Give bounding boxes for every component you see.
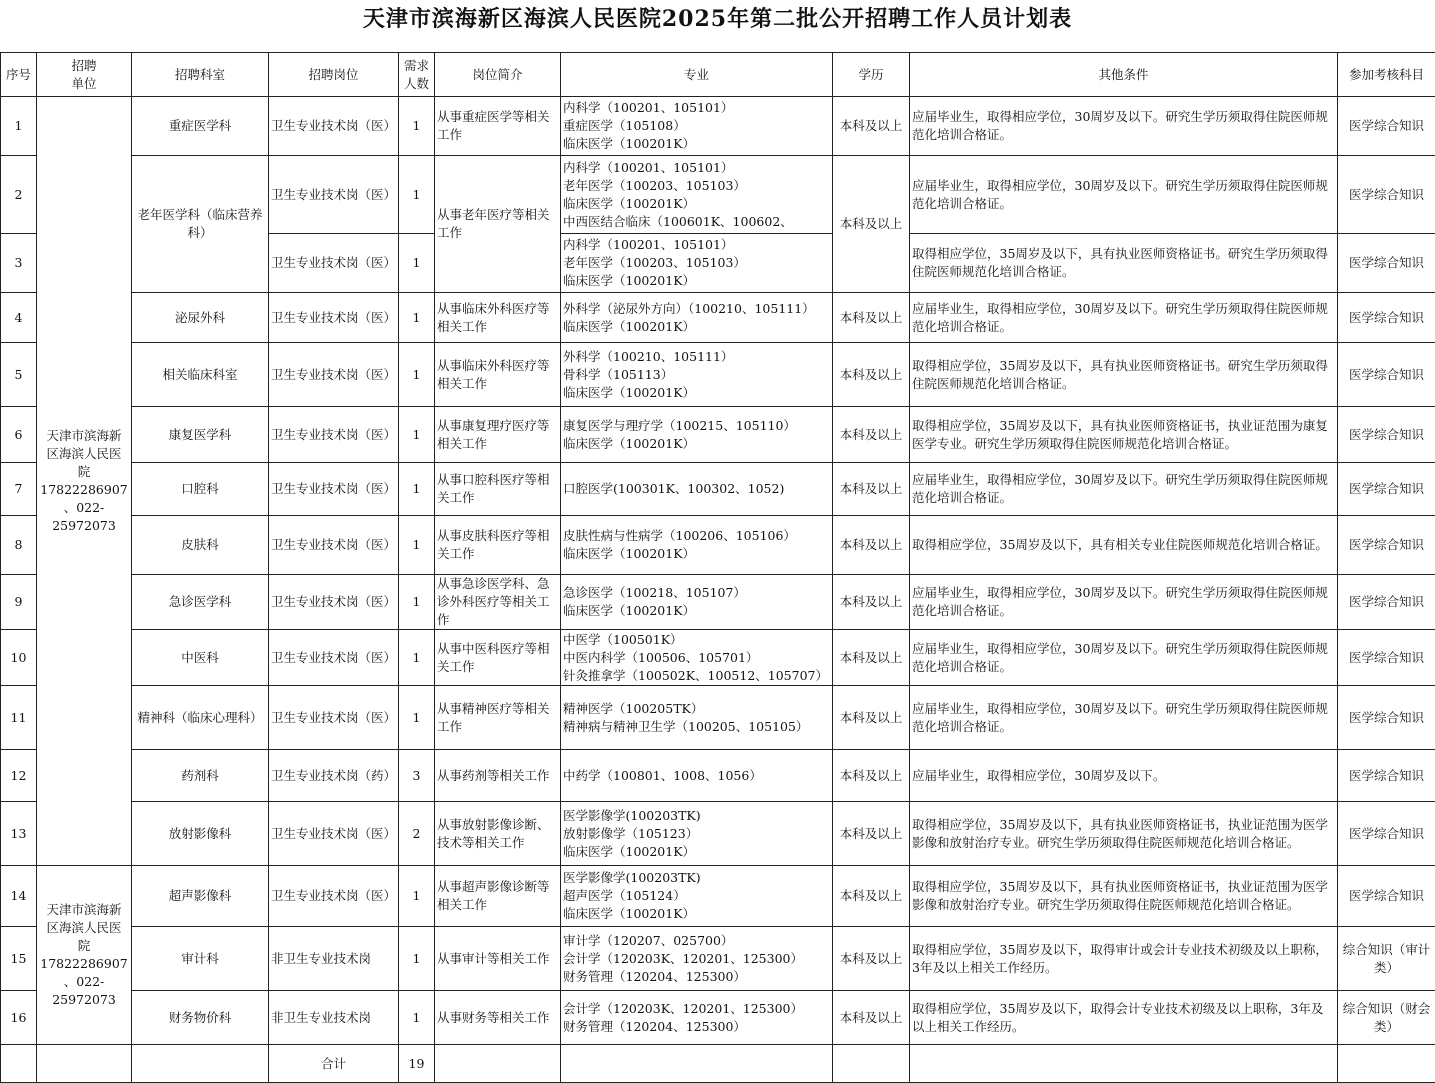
row-post: 卫生专业技术岗（医） bbox=[269, 575, 399, 630]
major-line: 老年医学（100203、105103） bbox=[563, 254, 830, 272]
row-post: 非卫生专业技术岗 bbox=[269, 927, 399, 991]
unit-line: 院 bbox=[78, 938, 91, 953]
row-dept: 老年医学科（临床营养科） bbox=[132, 156, 269, 293]
major-line: 审计学（120207、025700） bbox=[563, 932, 830, 950]
major-line: 口腔医学(100301K、100302、1052) bbox=[563, 480, 830, 498]
row-count: 1 bbox=[399, 630, 435, 686]
row-intro: 从事老年医疗等相关工作 bbox=[435, 156, 561, 293]
row-intro: 从事临床外科医疗等相关工作 bbox=[435, 293, 561, 343]
total-row bbox=[1, 1045, 1435, 1083]
major-line: 老年医学（100203、105103） bbox=[563, 177, 830, 195]
row-dept: 放射影像科 bbox=[132, 802, 269, 866]
row-count: 1 bbox=[399, 927, 435, 991]
row-other: 取得相应学位，35周岁及以下，取得审计或会计专业技术初级及以上职称，3年及以上相关工作经历。 bbox=[910, 927, 1338, 991]
spacer-row bbox=[0, 38, 1435, 53]
major-line: 中西医结合临床（100601K、100602、 bbox=[563, 213, 830, 231]
total-label: 合计 bbox=[269, 1045, 399, 1083]
major-line: 中医学（100501K） bbox=[563, 631, 830, 649]
row-intro: 从事急诊医学科、急诊外科医疗等相关工作 bbox=[435, 575, 561, 630]
major-line: 临床医学（100201K） bbox=[563, 435, 830, 453]
row-other: 取得相应学位，35周岁及以下，取得会计专业技术初级及以上职称，3年及以上相关工作经历。 bbox=[910, 991, 1338, 1045]
row-majors bbox=[561, 927, 833, 991]
row-dept: 口腔科 bbox=[132, 463, 269, 516]
row-post: 卫生专业技术岗（医） bbox=[269, 463, 399, 516]
row-edu: 本科及以上 bbox=[833, 750, 910, 802]
row-seq: 4 bbox=[1, 293, 37, 343]
major-line: 外科学（100210、105111） bbox=[563, 348, 830, 366]
row-majors bbox=[561, 991, 833, 1045]
unit-line: 、022- bbox=[64, 500, 105, 515]
row-subject: 医学综合知识 bbox=[1338, 866, 1435, 927]
row-other: 取得相应学位，35周岁及以下，具有相关专业住院医师规范化培训合格证。 bbox=[910, 516, 1338, 575]
row-subject: 综合知识（审计类） bbox=[1338, 927, 1435, 991]
row-other: 应届毕业生，取得相应学位，30周岁及以下。研究生学历须取得住院医师规范化培训合格证。 bbox=[910, 686, 1338, 750]
header-intro: 岗位简介 bbox=[435, 53, 561, 97]
table-row bbox=[1, 407, 1435, 463]
header-other: 其他条件 bbox=[910, 53, 1338, 97]
row-majors bbox=[561, 575, 833, 630]
row-subject: 医学综合知识 bbox=[1338, 575, 1435, 630]
row-subject: 医学综合知识 bbox=[1338, 97, 1435, 156]
major-line: 财务管理（120204、125300） bbox=[563, 1018, 830, 1036]
major-line: 康复医学与理疗学（100215、105110） bbox=[563, 417, 830, 435]
row-post: 卫生专业技术岗（医） bbox=[269, 866, 399, 927]
row-other: 应届毕业生，取得相应学位，30周岁及以下。研究生学历须取得住院医师规范化培训合格证。 bbox=[910, 630, 1338, 686]
row-count: 1 bbox=[399, 293, 435, 343]
row-seq: 15 bbox=[1, 927, 37, 991]
row-dept: 皮肤科 bbox=[132, 516, 269, 575]
table-row bbox=[1, 516, 1435, 575]
major-line: 中医内科学（100506、105701） bbox=[563, 649, 830, 667]
row-majors bbox=[561, 463, 833, 516]
table-row bbox=[1, 343, 1435, 407]
unit-line: 、022- bbox=[64, 974, 105, 989]
row-edu: 本科及以上 bbox=[833, 463, 910, 516]
table-row bbox=[1, 927, 1435, 991]
row-edu: 本科及以上 bbox=[833, 293, 910, 343]
row-intro: 从事口腔科医疗等相关工作 bbox=[435, 463, 561, 516]
row-seq: 8 bbox=[1, 516, 37, 575]
row-edu: 本科及以上 bbox=[833, 991, 910, 1045]
row-other: 应届毕业生，取得相应学位，30周岁及以下。研究生学历须取得住院医师规范化培训合格证。 bbox=[910, 97, 1338, 156]
major-line: 重症医学（105108） bbox=[563, 117, 830, 135]
row-post: 卫生专业技术岗（医） bbox=[269, 686, 399, 750]
total-intro bbox=[435, 1045, 561, 1083]
unit-line: 区海滨人民医 bbox=[46, 920, 121, 935]
row-edu: 本科及以上 bbox=[833, 156, 910, 293]
total-edu bbox=[833, 1045, 910, 1083]
unit-line: 25972073 bbox=[52, 992, 116, 1007]
major-line: 皮肤性病与性病学（100206、105106） bbox=[563, 527, 830, 545]
table-row bbox=[1, 575, 1435, 630]
row-dept: 急诊医学科 bbox=[132, 575, 269, 630]
row-other: 取得相应学位，35周岁及以下，具有执业医师资格证书，执业证范围为医学影像和放射治疗专业。研究生学历须取得住院医师规范化培训合格证。 bbox=[910, 802, 1338, 866]
major-line: 临床医学（100201K） bbox=[563, 272, 830, 290]
row-seq: 1 bbox=[1, 97, 37, 156]
row-dept: 中医科 bbox=[132, 630, 269, 686]
major-line: 会计学（120203K、120201、125300） bbox=[563, 950, 830, 968]
row-subject: 医学综合知识 bbox=[1338, 156, 1435, 234]
row-intro: 从事中医科医疗等相关工作 bbox=[435, 630, 561, 686]
row-subject: 综合知识（财会类） bbox=[1338, 991, 1435, 1045]
header-post: 招聘岗位 bbox=[269, 53, 399, 97]
major-line: 财务管理（120204、125300） bbox=[563, 968, 830, 986]
major-line: 急诊医学（100218、105107） bbox=[563, 584, 830, 602]
row-seq: 12 bbox=[1, 750, 37, 802]
total-seq bbox=[1, 1045, 37, 1083]
recruitment-table bbox=[0, 52, 1435, 1083]
total-subject bbox=[1338, 1045, 1435, 1083]
row-other: 应届毕业生，取得相应学位，30周岁及以下。研究生学历须取得住院医师规范化培训合格证。 bbox=[910, 156, 1338, 234]
row-edu: 本科及以上 bbox=[833, 343, 910, 407]
major-line: 临床医学（100201K） bbox=[563, 602, 830, 620]
row-count: 1 bbox=[399, 516, 435, 575]
row-seq: 7 bbox=[1, 463, 37, 516]
major-line: 内科学（100201、105101） bbox=[563, 236, 830, 254]
total-unit bbox=[37, 1045, 132, 1083]
row-majors bbox=[561, 156, 833, 234]
row-count: 3 bbox=[399, 750, 435, 802]
row-dept: 财务物价科 bbox=[132, 991, 269, 1045]
row-post: 卫生专业技术岗（医） bbox=[269, 802, 399, 866]
row-other: 应届毕业生，取得相应学位，30周岁及以下。研究生学历须取得住院医师规范化培训合格证。 bbox=[910, 463, 1338, 516]
page-title: 天津市滨海新区海滨人民医院2025年第二批公开招聘工作人员计划表 bbox=[0, 0, 1435, 38]
table-row bbox=[1, 991, 1435, 1045]
row-intro: 从事康复理疗医疗等相关工作 bbox=[435, 407, 561, 463]
row-post: 卫生专业技术岗（医） bbox=[269, 234, 399, 293]
row-other: 应届毕业生，取得相应学位，30周岁及以下。研究生学历须取得住院医师规范化培训合格证。 bbox=[910, 575, 1338, 630]
unit-line: 25972073 bbox=[52, 518, 116, 533]
row-intro: 从事精神医疗等相关工作 bbox=[435, 686, 561, 750]
row-subject: 医学综合知识 bbox=[1338, 802, 1435, 866]
row-subject: 医学综合知识 bbox=[1338, 516, 1435, 575]
row-seq: 10 bbox=[1, 630, 37, 686]
major-line: 会计学（120203K、120201、125300） bbox=[563, 1000, 830, 1018]
row-edu: 本科及以上 bbox=[833, 407, 910, 463]
unit-line: 院 bbox=[78, 464, 91, 479]
header-subject: 参加考核科目 bbox=[1338, 53, 1435, 97]
row-dept: 泌尿外科 bbox=[132, 293, 269, 343]
row-seq: 2 bbox=[1, 156, 37, 234]
row-majors bbox=[561, 407, 833, 463]
row-majors bbox=[561, 750, 833, 802]
row-seq: 11 bbox=[1, 686, 37, 750]
row-count: 1 bbox=[399, 991, 435, 1045]
row-dept: 精神科（临床心理科） bbox=[132, 686, 269, 750]
major-line: 放射影像学（105123） bbox=[563, 825, 830, 843]
unit-line: 17822286907 bbox=[40, 956, 127, 971]
row-subject: 医学综合知识 bbox=[1338, 407, 1435, 463]
major-line: 临床医学（100201K） bbox=[563, 545, 830, 563]
major-line: 临床医学（100201K） bbox=[563, 843, 830, 861]
row-subject: 医学综合知识 bbox=[1338, 343, 1435, 407]
row-count: 1 bbox=[399, 686, 435, 750]
major-line: 医学影像学(100203TK) bbox=[563, 807, 830, 825]
row-edu: 本科及以上 bbox=[833, 575, 910, 630]
row-edu: 本科及以上 bbox=[833, 802, 910, 866]
row-other: 取得相应学位，35周岁及以下，具有执业医师资格证书，执业证范围为医学影像和放射治疗专业。研究生学历须取得住院医师规范化培训合格证。 bbox=[910, 866, 1338, 927]
table-row bbox=[1, 293, 1435, 343]
row-seq: 16 bbox=[1, 991, 37, 1045]
row-majors bbox=[561, 97, 833, 156]
row-post: 卫生专业技术岗（医） bbox=[269, 516, 399, 575]
row-subject: 医学综合知识 bbox=[1338, 463, 1435, 516]
major-line: 精神病与精神卫生学（100205、105105） bbox=[563, 718, 830, 736]
total-other bbox=[910, 1045, 1338, 1083]
row-seq: 6 bbox=[1, 407, 37, 463]
row-subject: 医学综合知识 bbox=[1338, 293, 1435, 343]
table-row bbox=[1, 97, 1435, 156]
row-post: 非卫生专业技术岗 bbox=[269, 991, 399, 1045]
row-post: 卫生专业技术岗（医） bbox=[269, 156, 399, 234]
major-line: 精神医学（100205TK） bbox=[563, 700, 830, 718]
row-majors bbox=[561, 802, 833, 866]
row-edu: 本科及以上 bbox=[833, 516, 910, 575]
row-majors bbox=[561, 234, 833, 293]
row-post: 卫生专业技术岗（医） bbox=[269, 407, 399, 463]
header-seq: 序号 bbox=[1, 53, 37, 97]
major-line: 医学影像学(100203TK) bbox=[563, 869, 830, 887]
major-line: 临床医学（100201K） bbox=[563, 384, 830, 402]
row-majors bbox=[561, 516, 833, 575]
row-count: 1 bbox=[399, 463, 435, 516]
table-row bbox=[1, 463, 1435, 516]
table-row bbox=[1, 686, 1435, 750]
row-intro: 从事皮肤科医疗等相关工作 bbox=[435, 516, 561, 575]
header-row bbox=[1, 53, 1435, 97]
row-seq: 13 bbox=[1, 802, 37, 866]
header-unit: 招聘 单位 bbox=[37, 53, 132, 97]
row-count: 1 bbox=[399, 407, 435, 463]
row-intro: 从事财务等相关工作 bbox=[435, 991, 561, 1045]
major-line: 中药学（100801、1008、1056） bbox=[563, 767, 830, 785]
row-seq: 14 bbox=[1, 866, 37, 927]
table-body bbox=[1, 53, 1435, 1083]
row-other: 取得相应学位，35周岁及以下，具有执业医师资格证书。研究生学历须取得住院医师规范化培训合格证。 bbox=[910, 234, 1338, 293]
row-dept: 康复医学科 bbox=[132, 407, 269, 463]
row-intro: 从事药剂等相关工作 bbox=[435, 750, 561, 802]
row-count: 1 bbox=[399, 156, 435, 234]
row-majors bbox=[561, 343, 833, 407]
row-count: 1 bbox=[399, 575, 435, 630]
row-other: 应届毕业生，取得相应学位，30周岁及以下。 bbox=[910, 750, 1338, 802]
row-count: 1 bbox=[399, 866, 435, 927]
major-line: 临床医学（100201K） bbox=[563, 905, 830, 923]
table-row bbox=[1, 630, 1435, 686]
row-edu: 本科及以上 bbox=[833, 866, 910, 927]
row-seq: 9 bbox=[1, 575, 37, 630]
major-line: 临床医学（100201K） bbox=[563, 318, 830, 336]
row-seq: 3 bbox=[1, 234, 37, 293]
row-intro: 从事临床外科医疗等相关工作 bbox=[435, 343, 561, 407]
major-line: 外科学（泌尿外方向）（100210、105111） bbox=[563, 300, 830, 318]
row-count: 2 bbox=[399, 802, 435, 866]
row-intro: 从事审计等相关工作 bbox=[435, 927, 561, 991]
major-line: 骨科学（105113） bbox=[563, 366, 830, 384]
row-dept: 超声影像科 bbox=[132, 866, 269, 927]
header-count: 需求 人数 bbox=[399, 53, 435, 97]
recruiting-unit bbox=[37, 97, 132, 866]
row-count: 1 bbox=[399, 97, 435, 156]
row-dept: 相关临床科室 bbox=[132, 343, 269, 407]
row-majors bbox=[561, 293, 833, 343]
header-dept: 招聘科室 bbox=[132, 53, 269, 97]
row-seq: 5 bbox=[1, 343, 37, 407]
row-dept: 重症医学科 bbox=[132, 97, 269, 156]
row-intro: 从事放射影像诊断、技术等相关工作 bbox=[435, 802, 561, 866]
row-other: 应届毕业生，取得相应学位，30周岁及以下。研究生学历须取得住院医师规范化培训合格证。 bbox=[910, 293, 1338, 343]
row-post: 卫生专业技术岗（医） bbox=[269, 97, 399, 156]
major-line: 内科学（100201、105101） bbox=[563, 99, 830, 117]
row-post: 卫生专业技术岗（医） bbox=[269, 293, 399, 343]
total-count: 19 bbox=[399, 1045, 435, 1083]
row-dept: 药剂科 bbox=[132, 750, 269, 802]
row-intro: 从事超声影像诊断等相关工作 bbox=[435, 866, 561, 927]
total-dept bbox=[132, 1045, 269, 1083]
row-other: 取得相应学位，35周岁及以下，具有执业医师资格证书。研究生学历须取得住院医师规范化培训合格证。 bbox=[910, 343, 1338, 407]
unit-line: 区海滨人民医 bbox=[46, 446, 121, 461]
row-dept: 审计科 bbox=[132, 927, 269, 991]
total-major bbox=[561, 1045, 833, 1083]
row-majors bbox=[561, 866, 833, 927]
row-edu: 本科及以上 bbox=[833, 97, 910, 156]
row-edu: 本科及以上 bbox=[833, 927, 910, 991]
row-other: 取得相应学位，35周岁及以下，具有执业医师资格证书，执业证范围为康复医学专业。研究生学历须取得住院医师规范化培训合格证。 bbox=[910, 407, 1338, 463]
row-post: 卫生专业技术岗（医） bbox=[269, 343, 399, 407]
row-intro: 从事重症医学等相关工作 bbox=[435, 97, 561, 156]
table-row bbox=[1, 802, 1435, 866]
row-post: 卫生专业技术岗（药） bbox=[269, 750, 399, 802]
row-edu: 本科及以上 bbox=[833, 686, 910, 750]
row-subject: 医学综合知识 bbox=[1338, 630, 1435, 686]
table-row bbox=[1, 156, 1435, 234]
row-subject: 医学综合知识 bbox=[1338, 686, 1435, 750]
table-row bbox=[1, 866, 1435, 927]
major-line: 内科学（100201、105101） bbox=[563, 159, 830, 177]
row-subject: 医学综合知识 bbox=[1338, 234, 1435, 293]
unit-line: 天津市滨海新 bbox=[46, 428, 121, 443]
row-majors bbox=[561, 686, 833, 750]
row-subject: 医学综合知识 bbox=[1338, 750, 1435, 802]
table-row bbox=[1, 750, 1435, 802]
major-line: 临床医学（100201K） bbox=[563, 135, 830, 153]
row-majors bbox=[561, 630, 833, 686]
header-major: 专业 bbox=[561, 53, 833, 97]
major-line: 临床医学（100201K） bbox=[563, 195, 830, 213]
header-edu: 学历 bbox=[833, 53, 910, 97]
recruiting-unit bbox=[37, 866, 132, 1045]
unit-line: 天津市滨海新 bbox=[46, 902, 121, 917]
unit-line: 17822286907 bbox=[40, 482, 127, 497]
major-line: 超声医学（105124） bbox=[563, 887, 830, 905]
major-line: 针灸推拿学（100502K、100512、105707） bbox=[563, 667, 830, 685]
row-count: 1 bbox=[399, 343, 435, 407]
row-post: 卫生专业技术岗（医） bbox=[269, 630, 399, 686]
row-edu: 本科及以上 bbox=[833, 630, 910, 686]
row-count: 1 bbox=[399, 234, 435, 293]
